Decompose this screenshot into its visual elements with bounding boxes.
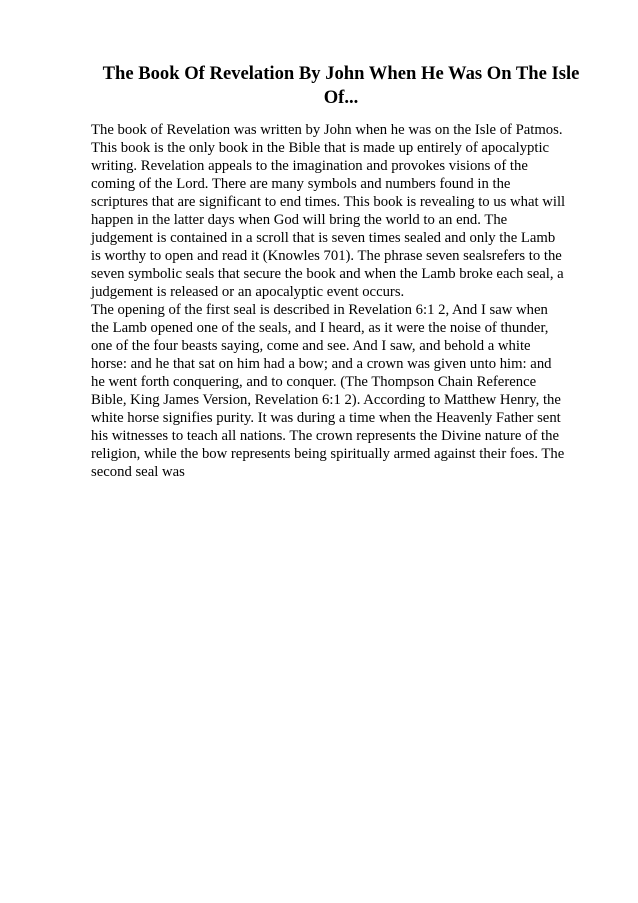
paragraph-2: The opening of the first seal is described in Revelation 6:1 2, And I saw when the Lamb opened one of the seals, and I heard, as it were the noise of thunder, one of the four beasts saying, come and see. And I saw, and behold a white horse: and he that sat on him had a bow; and a crown was given unto him: and he went forth conquering, and to conquer. (The Thompson Chain Reference Bible, King James Version, Revelation 6:1 2). According to Matthew Henry, the white horse signifies purity. It was during a time when the Heavenly Father sent his witnesses to teach all nations. The crown represents the Divine nature of the religion, while the bow represents being spiritually armed against their foes. The second seal was	[91, 302, 565, 480]
paragraph-1: The book of Revelation was written by John when he was on the Isle of Patmos. This book is the only book in the Bible that is made up entirely of apocalyptic writing. Revelation appeals to the imagination and provokes visions of the coming of the Lord. There are many symbols and numbers found in the scriptures that are significant to end times. This book is revealing to us what will happen in the latter days when God will bring the world to an end. The judgement is contained in a scroll that is seven times sealed and only the Lamb is worthy to open and read it (Knowles 701). The phrase seven sealsrefers to the seven symbolic seals that secure the book and when the Lamb broke each seal, a judgement is released or an apocalyptic event occurs.	[91, 122, 566, 300]
document-body	[91, 121, 566, 481]
document-title: The Book Of Revelation By John When He Was On The Isle Of...	[102, 63, 580, 108]
